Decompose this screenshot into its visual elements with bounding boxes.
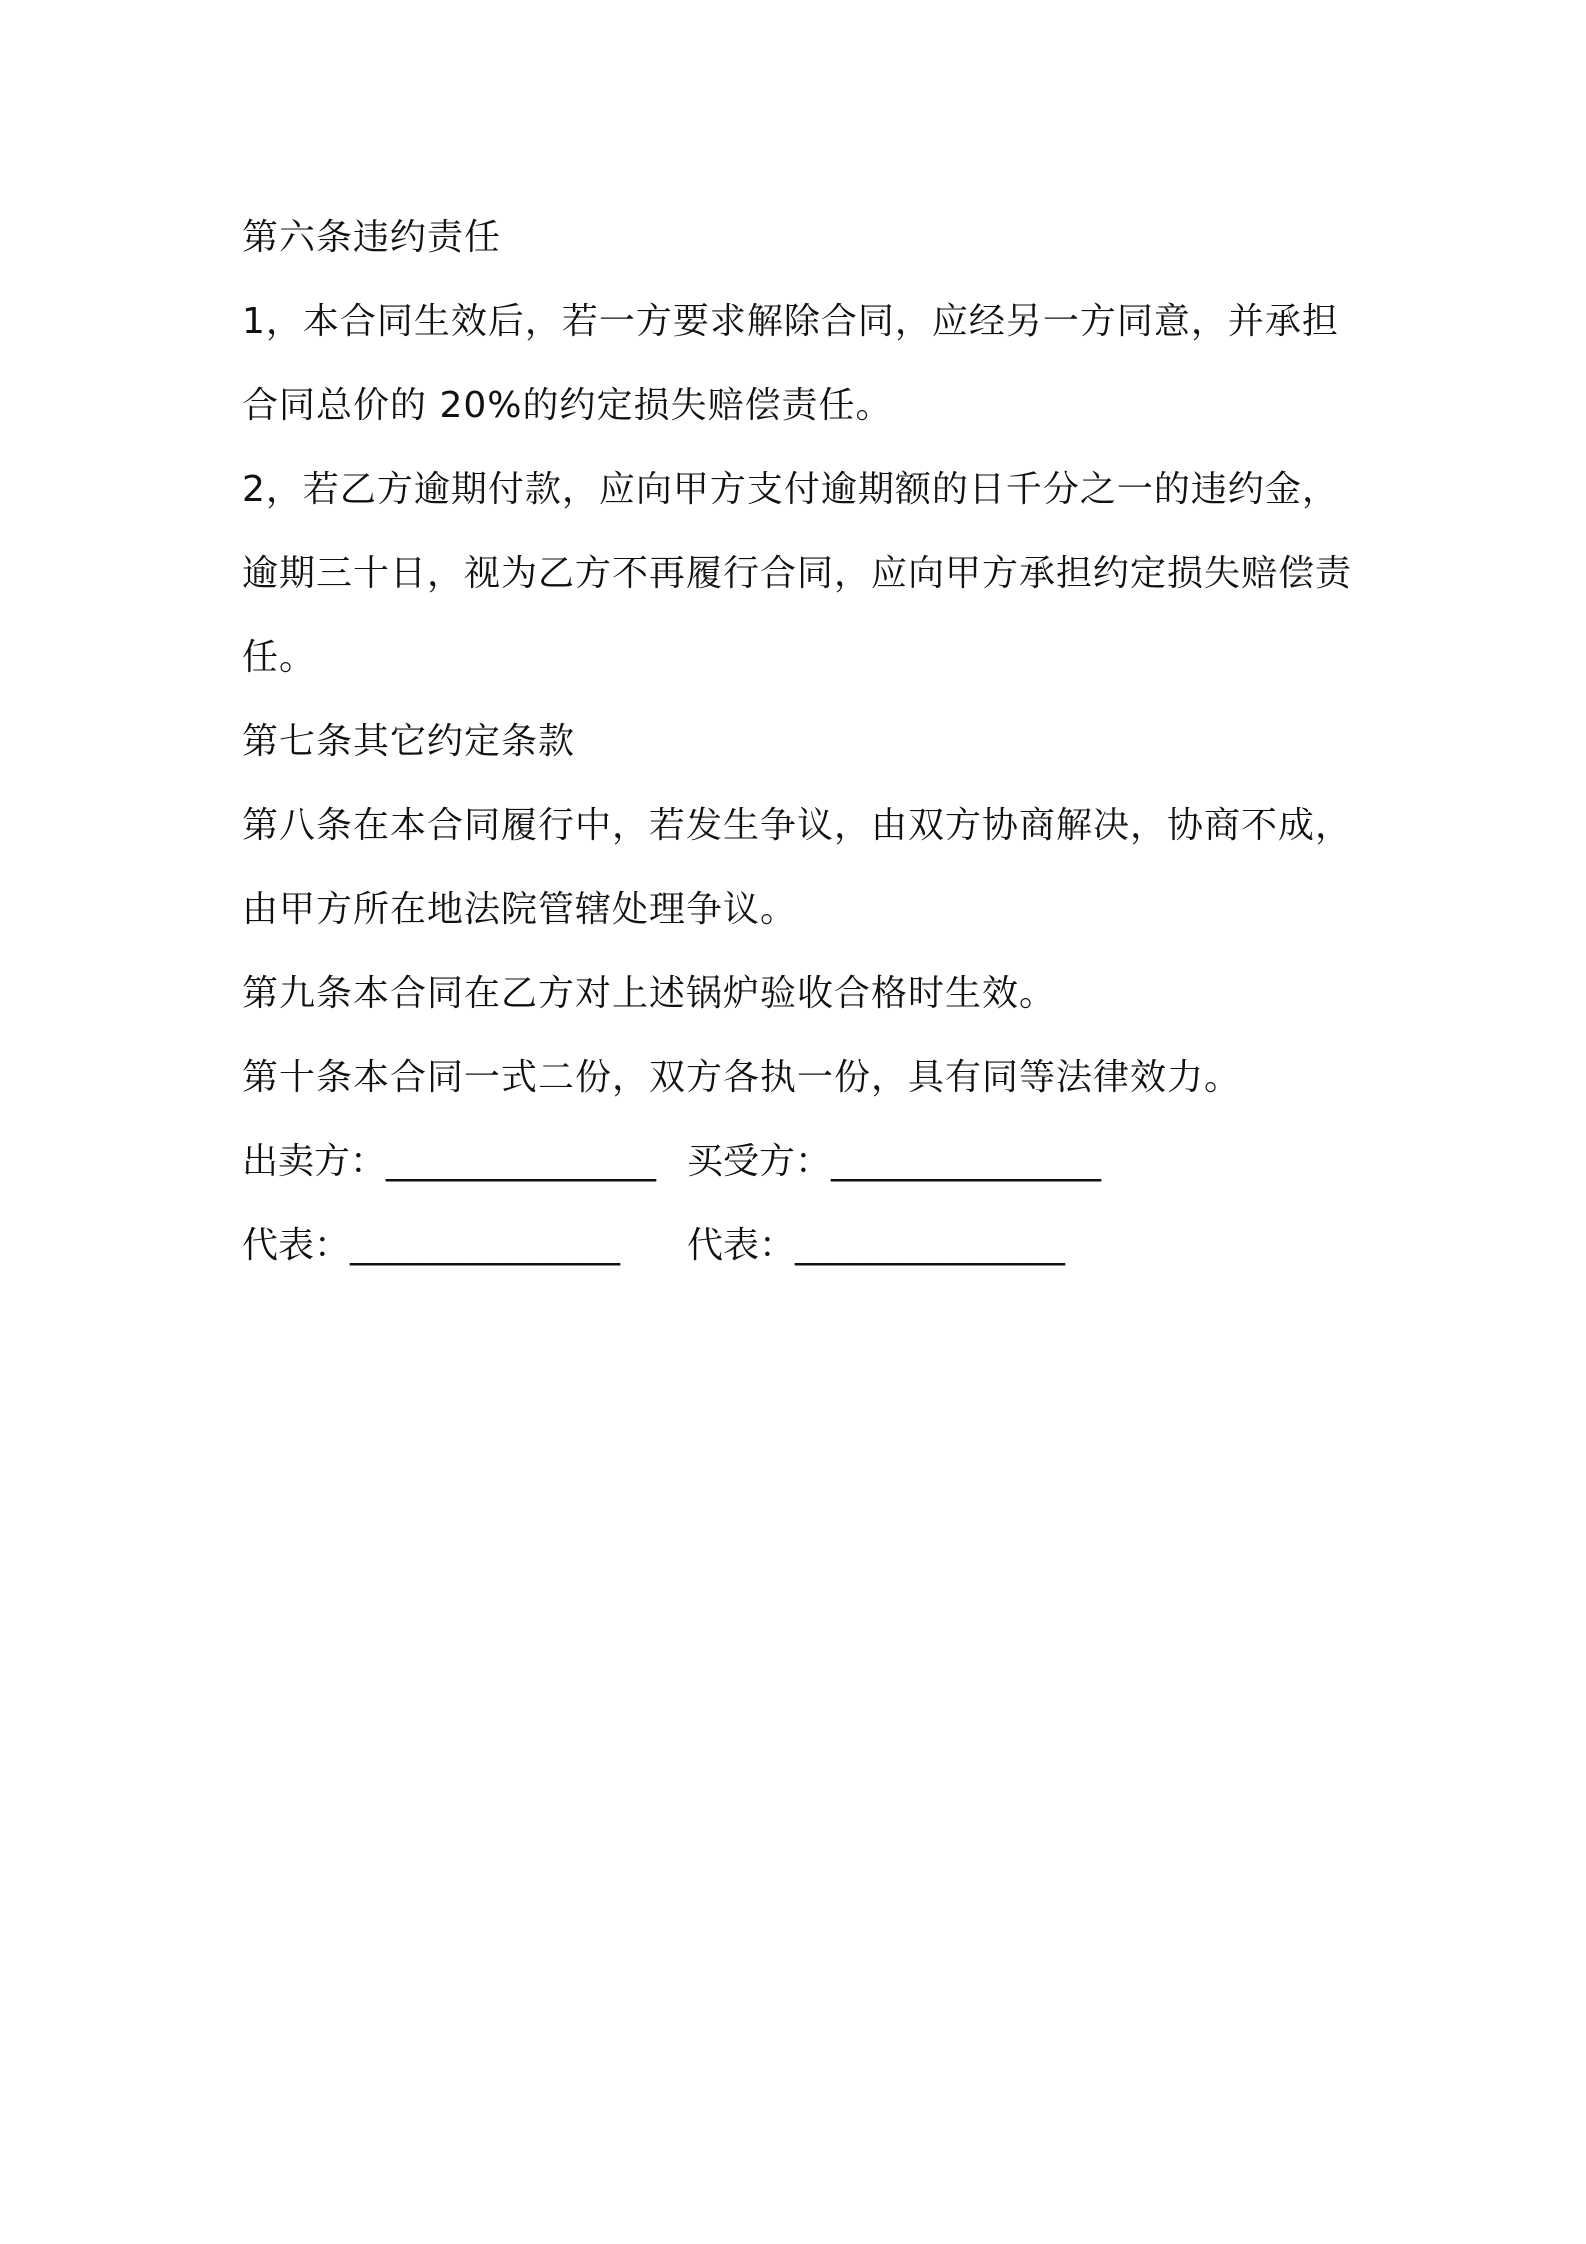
seller-signature-field: 出卖方：_______________ bbox=[242, 1141, 657, 1182]
article-8-line-1: 第八条在本合同履行中，若发生争议，由双方协商解决，协商不成， bbox=[242, 805, 1353, 846]
document-body bbox=[242, 196, 1362, 1288]
clause-6-2-line-1: 2，若乙方逾期付款，应向甲方支付逾期额的日千分之一的违约金， bbox=[242, 469, 1339, 510]
article-10: 第十条本合同一式二份，双方各执一份，具有同等法律效力。 bbox=[242, 1057, 1242, 1098]
signature-row-representatives bbox=[242, 1204, 1362, 1288]
article-9: 第九条本合同在乙方对上述锅炉验收合格时生效。 bbox=[242, 973, 1057, 1014]
buyer-representative-field: 代表：_______________ bbox=[687, 1225, 1066, 1266]
clause-6-1-line-1: 1，本合同生效后，若一方要求解除合同，应经另一方同意，并承担 bbox=[242, 301, 1339, 342]
article-8-line-2: 由甲方所在地法院管辖处理争议。 bbox=[242, 889, 798, 930]
clause-6-1-line-2: 合同总价的 20%的约定损失赔偿责任。 bbox=[242, 385, 893, 426]
signature-row-parties bbox=[242, 1120, 1362, 1204]
article-7-heading: 第七条其它约定条款 bbox=[242, 721, 576, 762]
clause-6-2-line-3: 任。 bbox=[242, 637, 317, 678]
buyer-signature-field: 买受方：_______________ bbox=[687, 1141, 1102, 1182]
article-6-heading: 第六条违约责任 bbox=[242, 217, 502, 258]
seller-representative-field: 代表：_______________ bbox=[242, 1225, 621, 1266]
clause-6-2-line-2: 逾期三十日，视为乙方不再履行合同，应向甲方承担约定损失赔偿责 bbox=[242, 553, 1353, 594]
